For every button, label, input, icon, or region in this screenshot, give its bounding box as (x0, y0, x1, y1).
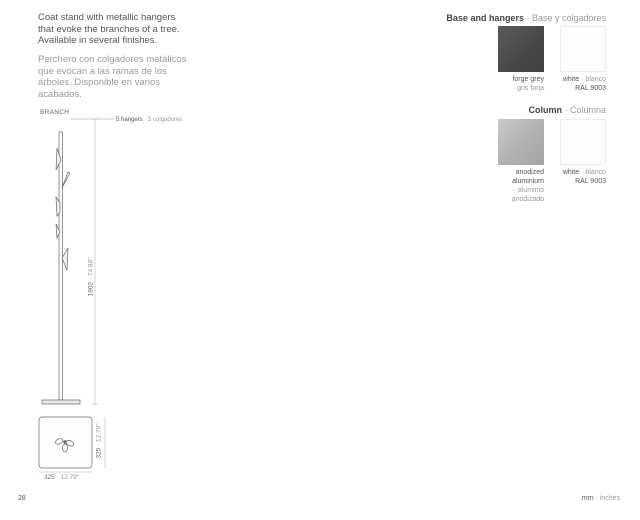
hanger-2 (62, 172, 70, 188)
height-dimension-label: 1902 · 74.88" (87, 257, 95, 297)
hanger-5 (62, 248, 68, 270)
description-english: Coat stand with metallic hangers that evoke the branches of a tree. Available in several finishes. (38, 12, 180, 46)
white-base-caption: white · blanco RAL 9003 (562, 76, 606, 92)
coat-stand-base (42, 400, 80, 404)
units-legend: mm · inches (581, 495, 620, 502)
white-column-caption: white · blanco RAL 9003 (562, 169, 606, 185)
coat-stand-column (59, 132, 63, 400)
column-finishes-title: Column · Columna (528, 105, 606, 115)
hangers-count-label: 5 hangers · 5 colgadores (116, 117, 183, 123)
description-spanish: Perchero con colgadores metálicos que evocan a las ramas de los árboles. Disponible en varios acabados. (38, 54, 187, 100)
white-column-swatch (560, 119, 606, 165)
base-hangers-finishes-title: Base and hangers · Base y colgadores (446, 13, 606, 23)
anodized-aluminium-swatch (498, 119, 544, 165)
base-depth-label: 325 · 12.79" (95, 423, 103, 459)
base-width-label: 325 · 12.79" (44, 474, 80, 481)
forge-grey-caption: forge grey · gris forja (512, 76, 544, 92)
forge-grey-swatch (498, 26, 544, 72)
anodized-aluminium-caption: anodized aluminium · aluminio anodizado (511, 169, 544, 203)
page-number: 28 (18, 495, 26, 502)
product-name-label: BRANCH (40, 109, 70, 116)
white-base-swatch (560, 26, 606, 72)
